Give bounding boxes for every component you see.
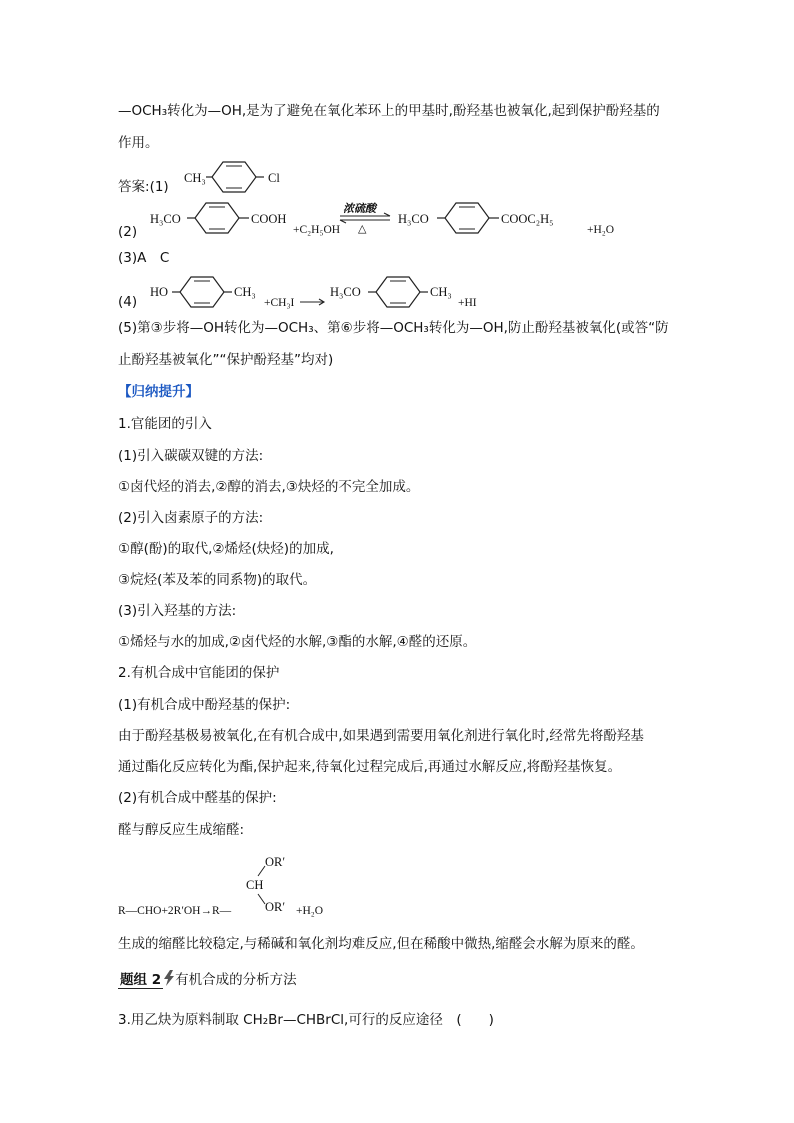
a2-product-right: COOC₂H₅ [501, 212, 554, 226]
summary-2-1-text-2: 通过酯化反应转化为酯,保护起来,待氧化过程完成后,再通过水解反应,将酚羟基恢复。 [118, 759, 622, 775]
answer-3: (3)A C [118, 250, 170, 266]
a4-reactant-right: CH₃ [234, 285, 256, 299]
a2-ethanol: +C₂H₅OH [293, 224, 341, 236]
a4-reactant-left: HO [150, 285, 169, 299]
summary-1-1-text: ①卤代烃的消去,②醇的消去,③炔烃的不完全加成。 [118, 479, 420, 495]
acetal-ch: CH [246, 878, 264, 892]
answer-1-number: (1) [149, 179, 169, 195]
acetal-water: +H₂O [296, 905, 324, 917]
a2-benzene-ring-1 [193, 201, 243, 235]
a1-ch3: CH₃ [184, 171, 206, 185]
a4-reaction-arrow [300, 298, 326, 306]
a4-product-left: H₃CO [330, 285, 361, 299]
intro-line-1: —OCH₃转化为—OH,是为了避免在氧化苯环上的甲基时,酚羟基也被氧化,起到保护酚羟基的 [118, 103, 660, 119]
summary-2-1-text-1: 由于酚羟基极易被氧化,在有机合成中,如果遇到需要用氧化剂进行氧化时,经常先将酚羟基 [118, 728, 644, 744]
a2-condition-catalyst: 浓硫酸 [343, 203, 376, 215]
summary-2-2-text: 醛与醇反应生成缩醛: [118, 822, 245, 838]
summary-2-2-after: 生成的缩醛比较稳定,与稀碱和氧化剂均难反应,但在稀酸中微热,缩醛会水解为原来的醛。 [118, 936, 644, 952]
question-group-header [118, 968, 297, 989]
a4-benzene-ring-1 [178, 275, 228, 309]
answer-2-number: (2) [118, 224, 138, 240]
acetal-or-top: OR′ [265, 855, 286, 869]
a2-reactant-left: H₃CO [150, 212, 181, 226]
a4-product-right: CH₃ [430, 285, 452, 299]
summary-1-1: (1)引入碳碳双键的方法: [118, 448, 264, 464]
acetal-or-bottom: OR′ [265, 900, 286, 914]
question-3: 3.用乙炔为原料制取 CH₂Br—CHBrCl,可行的反应途径 ( ) [118, 1012, 494, 1028]
group-title: 有机合成的分析方法 [175, 972, 297, 988]
a1-cl: Cl [268, 171, 280, 185]
a2-reactant-right: COOH [251, 212, 287, 226]
lightning-icon [163, 970, 175, 986]
a2-equilibrium-arrow [338, 214, 392, 222]
answer-5-line-1: (5)第③步将—OH转化为—OCH₃、第⑥步将—OCH₃转化为—OH,防止酚羟基被氧化(或答“防 [118, 320, 669, 336]
summary-2-title: 2.有机合成中官能团的保护 [118, 665, 280, 681]
a2-condition-heat: △ [358, 223, 367, 235]
summary-1-2-text-2: ③烷烃(苯及苯的同系物)的取代。 [118, 572, 317, 588]
a1-benzene-ring [210, 160, 260, 194]
summary-1-3-text: ①烯烃与水的加成,②卤代烃的水解,③酯的水解,④醛的还原。 [118, 634, 477, 650]
intro-line-2: 作用。 [118, 135, 159, 151]
summary-heading: 【归纳提升】 [118, 384, 199, 400]
a2-water: +H₂O [587, 224, 615, 236]
summary-1-3: (3)引入羟基的方法: [118, 603, 237, 619]
a2-benzene-ring-2 [443, 201, 493, 235]
answer-5-line-2: 止酚羟基被氧化”“保护酚羟基”均对) [118, 352, 334, 368]
summary-1-2-text-1: ①醇(酚)的取代,②烯烃(炔烃)的加成, [118, 541, 334, 557]
answer-label: 答案: [118, 179, 150, 195]
summary-1-title: 1.官能团的引入 [118, 416, 212, 432]
a4-methyl-iodide: +CH₃I [264, 297, 295, 309]
group-tag: 题组 2 [118, 968, 163, 989]
summary-2-2: (2)有机合成中醛基的保护: [118, 790, 277, 806]
a4-benzene-ring-2 [374, 275, 424, 309]
a2-product-left: H₃CO [398, 212, 429, 226]
answer-4-number: (4) [118, 294, 138, 310]
summary-1-2: (2)引入卤素原子的方法: [118, 510, 264, 526]
answer-label-row [118, 177, 169, 197]
a4-hi: +HI [458, 297, 477, 309]
acetal-reactants: R—CHO+2R′OH→R— [118, 905, 232, 917]
summary-2-1: (1)有机合成中酚羟基的保护: [118, 697, 291, 713]
